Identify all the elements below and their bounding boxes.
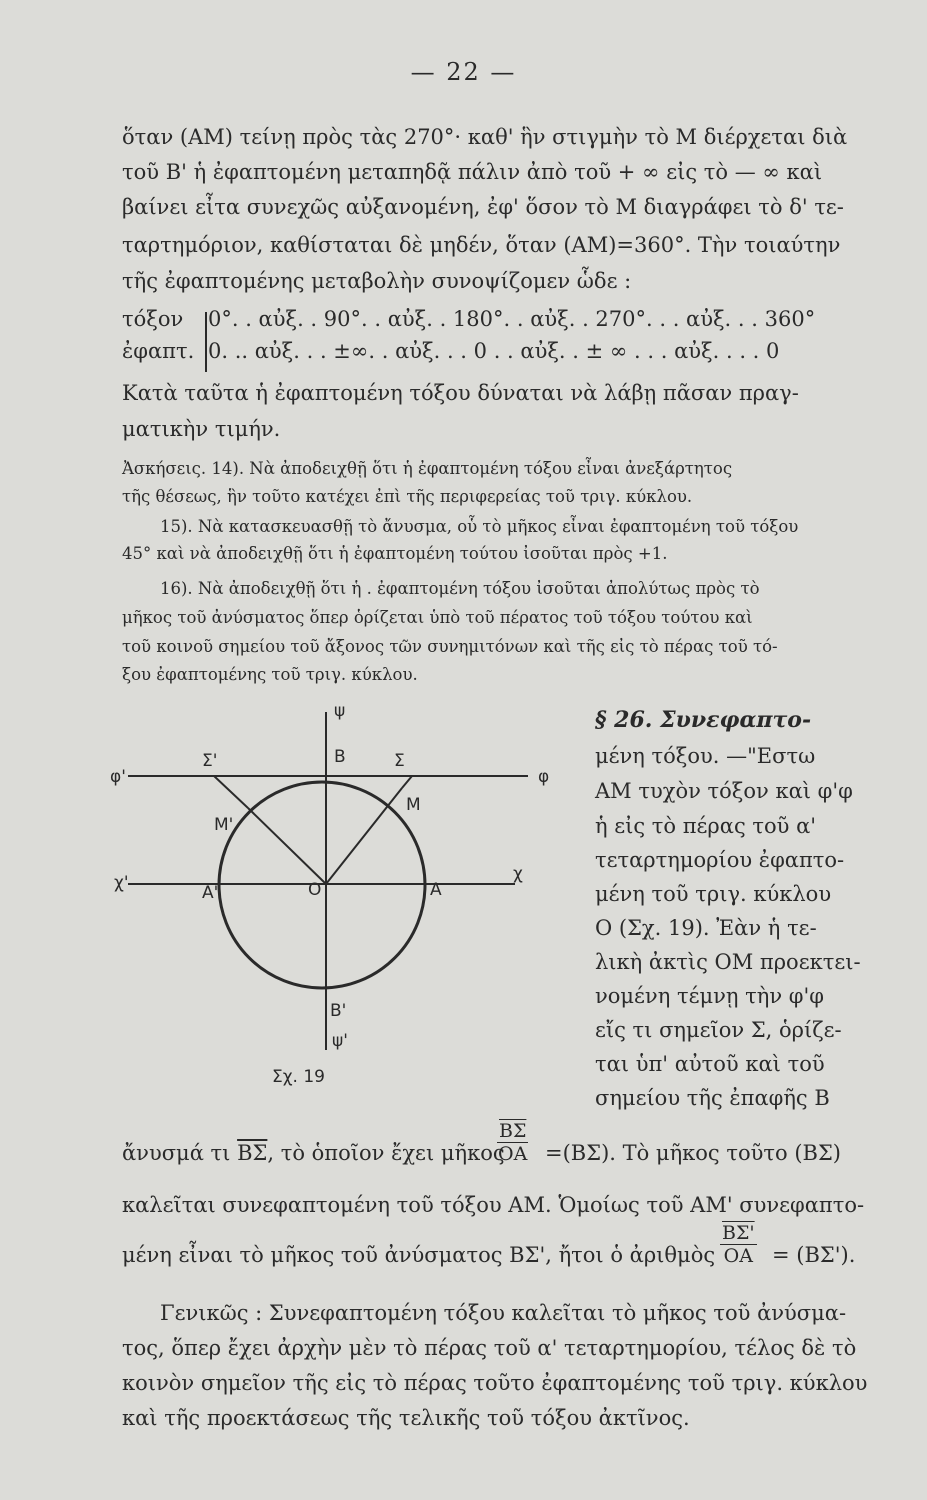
section-line: σημείου τῆς ἐπαφῆς Β	[595, 1086, 830, 1110]
label-sigma-prime: Σ'	[202, 751, 218, 771]
fraction-denominator: ΟΑ	[723, 1245, 753, 1267]
section-line: εἴς τι σημεῖον Σ, ὁρίζε-	[595, 1018, 842, 1042]
paragraph-line: Γενικῶς : Συνεφαπτομένη τόξου καλεῖται τὸ μῆκος τοῦ ἀνύσμα-	[160, 1301, 847, 1325]
table-row-label: τόξον	[122, 307, 184, 331]
figure-caption: Σχ. 19	[272, 1067, 326, 1087]
label-A: A	[430, 880, 442, 900]
extension-to-sigma-prime	[214, 776, 248, 808]
section-heading: § 26. Συνεφαπτο-	[595, 707, 812, 733]
radius-OM-prime	[248, 808, 326, 884]
label-B-prime: B'	[330, 1001, 347, 1021]
table-row-values: 0°. . αὐξ. . 90°. . αὐξ. . 180°. . αὐξ. . 270°. . . αὐξ. . . 360°	[208, 307, 816, 331]
label-psi-prime: ψ'	[332, 1031, 348, 1051]
label-phi-prime: φ'	[110, 767, 126, 787]
label-chi: χ	[513, 864, 523, 884]
fraction-numerator: ΒΣ'	[722, 1222, 755, 1244]
text-line: καλεῖται συνεφαπτομένη τοῦ τόξου ΑΜ. Ὁμοίως τοῦ ΑΜ' συνεφαπτο-	[122, 1193, 865, 1217]
text-line: τῆς ἐφαπτομένης μεταβολὴν συνοψίζομεν ὧδε :	[122, 269, 632, 293]
label-phi: φ	[538, 767, 550, 787]
text-line: βαίνει εἶτα συνεχῶς αὐξανομένη, ἐφ' ὅσον τὸ Μ διαγράφει τὸ δ' τε-	[122, 195, 844, 219]
paragraph-line: κοινὸν σημεῖον τῆς εἰς τὸ πέρας τοῦτο ἐφαπτομένης τοῦ τριγ. κύκλου	[122, 1371, 868, 1395]
exercise-line: 45° καὶ νὰ ἀποδειχθῇ ὅτι ἡ ἐφαπτομένη τούτου ἰσοῦται πρὸς +1.	[122, 544, 668, 563]
equation-result-1: =(ΒΣ). Τὸ μῆκος τοῦτο (ΒΣ)	[545, 1141, 841, 1165]
exercise-line: μῆκος τοῦ ἀνύσματος ὅπερ ὁρίζεται ὑπὸ τοῦ πέρατος τοῦ τόξου τούτου καὶ	[122, 608, 753, 627]
section-line: μένη τοῦ τριγ. κύκλου	[595, 882, 832, 906]
label-M: M	[406, 795, 421, 815]
text-line: ὅταν (ΑΜ) τείνῃ πρὸς τὰς 270°· καθ' ἣν στιγμὴν τὸ Μ διέρχεται διὰ	[122, 125, 848, 149]
section-line: λικὴ ἀκτὶς ΟΜ προεκτει-	[595, 950, 861, 974]
section-line: Ο (Σχ. 19). Ἐὰν ἡ τε-	[595, 916, 817, 940]
paragraph-line: καὶ τῆς προεκτάσεως τῆς τελικῆς τοῦ τόξου ἀκτῖνος.	[122, 1406, 690, 1430]
text-line: ματικὴν τιμήν.	[122, 417, 281, 441]
exercise-line: Ἀσκήσεις. 14). Νὰ ἀποδειχθῇ ὅτι ἡ ἐφαπτομένη τόξου εἶναι ἀνεξάρτητος	[122, 459, 733, 478]
extension-to-sigma	[402, 776, 412, 788]
fraction-numerator: $\overline{B\Sigma}$	[499, 1120, 527, 1142]
label-O: O	[308, 880, 322, 900]
exercise-line: τοῦ κοινοῦ σημείου τοῦ ἄξονος τῶν συνημιτόνων καὶ τῆς εἰς τὸ πέρας τοῦ τό-	[122, 637, 778, 656]
section-line: τεταρτημορίου ἐφαπτο-	[595, 848, 845, 872]
text-line: Κατὰ ταῦτα ἡ ἐφαπτομένη τόξου δύναται νὰ λάβῃ πᾶσαν πραγ-	[122, 381, 799, 405]
text-line: ταρτημόριον, καθίσταται δὲ μηδέν, ὅταν (ΑΜ)=360°. Τὴν τοιαύτην	[122, 233, 841, 257]
figure-19	[110, 690, 590, 1100]
table-divider	[205, 312, 207, 372]
fraction-bs-prime-oa	[720, 1222, 757, 1267]
exercise-line: 15). Νὰ κατασκευασθῇ τὸ ἄνυσμα, οὗ τὸ μῆκος εἶναι ἐφαπτομένη τοῦ τόξου	[160, 517, 799, 536]
label-psi: ψ	[334, 701, 346, 721]
text-line: τοῦ Β' ἡ ἐφαπτομένη μεταπηδᾷ πάλιν ἀπὸ τοῦ + ∞ εἰς τὸ — ∞ καὶ	[122, 160, 823, 184]
section-line: μένη τόξου. —"Εστω	[595, 744, 816, 768]
section-line: ΑΜ τυχὸν τόξον καὶ φ'φ	[595, 779, 853, 803]
paragraph-line: τος, ὅπερ ἔχει ἀρχὴν μὲν τὸ πέρας τοῦ α' τεταρτημορίου, τέλος δὲ τὸ	[122, 1336, 857, 1360]
fraction-denominator: ΟΑ	[498, 1143, 528, 1165]
text-fragment: , τὸ ὁποῖον ἔχει μῆκος	[267, 1141, 505, 1165]
section-line: νομένη τέμνῃ τὴν φ'φ	[595, 984, 824, 1008]
table-row-label: ἐφαπτ.	[122, 339, 195, 363]
exercise-line: 16). Νὰ ἀποδειχθῇ ὅτι ἡ . ἐφαπτομένη τόξου ἰσοῦται ἀπολύτως πρὸς τὸ	[160, 579, 760, 598]
table-row-values: 0. .. αὐξ. . . ±∞. . αὐξ. . . 0 . . αὐξ. . ± ∞ . . . αὐξ. . . . 0	[208, 339, 780, 363]
text-fragment: ἄνυσμά τι	[122, 1141, 231, 1165]
radius-OM	[326, 788, 402, 884]
section-line: ἡ εἰς τὸ πέρας τοῦ α'	[595, 814, 817, 838]
label-chi-prime: χ'	[114, 873, 129, 893]
exercise-line: τῆς θέσεως, ἣν τοῦτο κατέχει ἐπὶ τῆς περιφερείας τοῦ τριγ. κύκλου.	[122, 487, 693, 506]
label-B: B	[334, 747, 346, 767]
exercise-line: ξου ἐφαπτομένης τοῦ τριγ. κύκλου.	[122, 665, 418, 684]
page-number: — 22 —	[410, 58, 517, 86]
section-line: ται ὑπ' αὐτοῦ καὶ τοῦ	[595, 1052, 825, 1076]
fraction-bs-oa	[497, 1120, 528, 1165]
label-M-prime: M'	[214, 815, 234, 835]
label-A-prime: A'	[202, 883, 219, 903]
equation-result-2: = (ΒΣ').	[772, 1243, 856, 1267]
label-sigma: Σ	[394, 751, 405, 771]
equation-line-2: μένη εἶναι τὸ μῆκος τοῦ ἀνύσματος ΒΣ', ἤτοι ὁ ἀριθμὸς	[122, 1243, 716, 1267]
vector-bs: $\overline{B\Sigma}$	[237, 1141, 268, 1165]
equation-line-1	[122, 1138, 505, 1168]
